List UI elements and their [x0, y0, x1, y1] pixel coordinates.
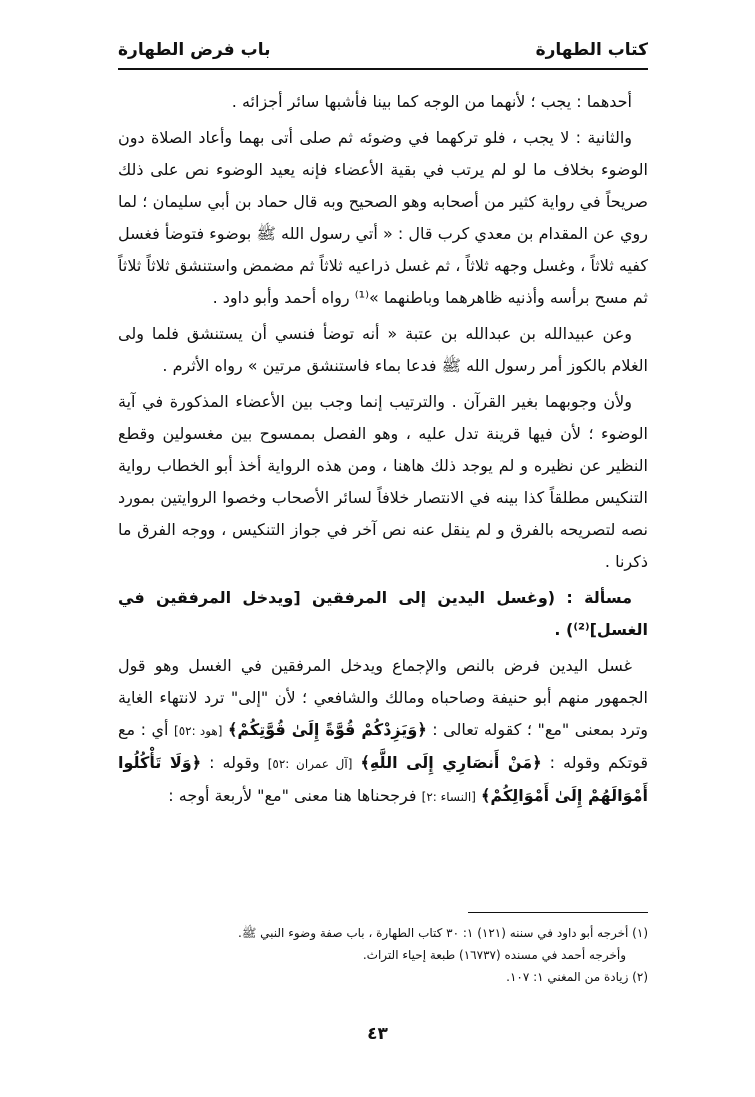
washing-text-2: أي : مع قوتكم وقوله :: [118, 720, 648, 772]
verse-ref-hud: [هود :٥٢]: [174, 724, 223, 738]
footnote-rule: [468, 912, 648, 913]
quran-verse-al-imran: ﴿مَنْ أَنصَارِي إِلَى اللَّهِ﴾: [360, 753, 542, 772]
quran-verse-nisa: ﴿وَلَا تَأْكُلُوا أَمْوَالَهُمْ إِلَىٰ أَمْوَالِكُمْ﴾: [118, 753, 648, 805]
chapter-title: باب فرض الطهارة: [118, 40, 271, 60]
page-number: ٤٣: [367, 1024, 388, 1044]
paragraph-second-opinion: والثانية : لا يجب ، فلو تركهما في وضوئه ثم صلى أتى بهما وأعاد الصلاة دون الوضوء بخلاف ما لو لم يرتب في بقية الأعضاء فإنه يعيد الوضوء نص على ذلك صريحاً في رواية كثير من أصحابه وهو الصحيح وبه قال حماد بن أبي سليمان ؛ لما روي عن المقدام بن معدي كرب قال : « أتي رسول الله ﷺ بوضوء فتوضأ فغسل كفيه ثلاثاً ، وغسل وجهه ثلاثاً ، ثم غسل ذراعيه ثلاثاً ثم مضمض واستنشق ثلاثاً ثلاثاً ثم مسح برأسه وأذنيه ظاهرهما وباطنهما »⁽¹⁾ رواه أحمد وأبو داود .: [118, 128, 648, 307]
paragraph-ubaidullah-narration: وعن عبيدالله بن عبدالله بن عتبة « أنه توضأ فنسي أن يستنشق فلما ولى الغلام بالكوز أمر رسول الله ﷺ فدعا بماء فاستنشق مرتين » رواه الأثرم .: [118, 324, 648, 375]
washing-text-3: وقوله :: [209, 753, 260, 772]
paragraph-washing-hands: [118, 650, 648, 813]
running-header: [118, 36, 648, 70]
verse-ref-al-imran: [آل عمران :٥٢]: [267, 757, 353, 771]
washing-text-4: فرجحناها هنا معنى "مع" لأربعة أوجه :: [168, 786, 417, 805]
header-rule: [118, 68, 648, 70]
verse-ref-nisa: [النساء :٢]: [421, 790, 476, 804]
footnotes: [118, 922, 648, 988]
paragraph-ordering: ولأن وجوبهما بغير القرآن . والترتيب إنما وجب بين الأعضاء المذكورة في آية الوضوء ؛ لأن فيها قرينة تدل عليه ، وهو الفصل بممسوح بين مغسولين وقطع النظير عن نظيره و لم يوجد ذلك هاهنا ، ومن هذه الرواية أخذ أبو الخطاب رواية التنكيس مطلقاً كذا بينه في الانتصار خلافاً لسائر الأصحاب وخصوا الروايتين بمورد نصه لتصريحه بالفرق و لم ينقل عنه نص آخر في جواز التنكيس ، ووجه الفرق ما ذكرنا .: [118, 392, 648, 571]
quran-verse-hud: ﴿وَيَزِدْكُمْ قُوَّةً إِلَىٰ قُوَّتِكُمْ﴾: [227, 720, 427, 739]
washing-text-1: غسل اليدين فرض بالنص والإجماع ويدخل المرفقين في الغسل وهو قول الجمهور منهم أبو حنيفة وصاحباه ومالك والشافعي ؛ لأن "إلى" ترد لانتهاء الغاية وترد بمعنى "مع" ؛ كقوله تعالى :: [118, 656, 649, 739]
footnote-1-continued: وأخرجه أحمد في مسنده (١٦٧٣٧) طبعة إحياء التراث.: [362, 948, 626, 962]
main-text: [118, 86, 648, 817]
book-title: كتاب الطهارة: [535, 40, 648, 60]
issue-heading: مسألة : (وغسل اليدين إلى المرفقين [ويدخل المرفقين في الغسل]⁽²⁾) .: [118, 588, 648, 639]
footnote-1: (١) أخرجه أبو داود في سننه (١٢١) ١: ٣٠ كتاب الطهارة ، باب صفة وضوء النبي ﷺ.: [238, 926, 648, 940]
paragraph-first-opinion: أحدهما : يجب ؛ لأنهما من الوجه كما بينا فأشبها سائر أجزائه .: [231, 92, 632, 111]
footnote-2: (٢) زيادة من المغني ١: ١٠٧.: [506, 970, 648, 984]
